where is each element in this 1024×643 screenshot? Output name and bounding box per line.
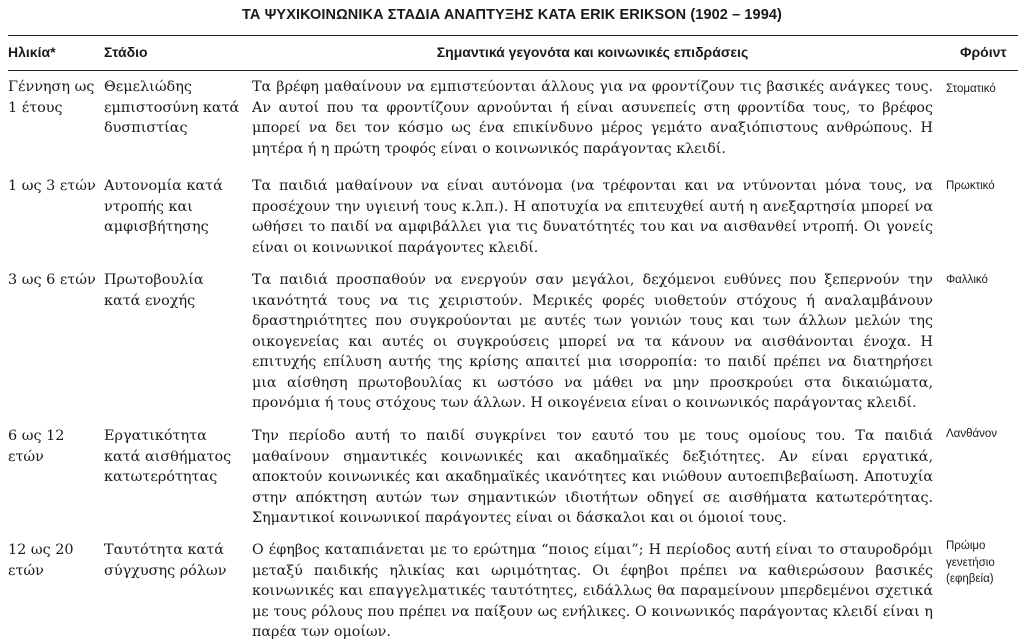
column-header-age: Ηλικία* [8,44,56,60]
age-cell: 3 ως 6 ετών [8,272,96,288]
freud-cell: Στοματικό [946,83,996,95]
stage-cell: Ταυτότητα κατά σύγχυσης ρόλων [104,542,227,579]
events-cell: Ο έφηβος καταπιάνεται με το ερώτημα “ποιος είμαι”; Η περίοδος αυτή είναι το σταυροδρόμι μεταξύ παιδικής ηλικίας και ωριμότητας. Οι έφηβοι πρέπει να καθιερώσουν βασικές κοινωνικές και επαγγελματικές ταυτότητες, ειδάλλως θα παραμείνουν μπερδεμένοι σχετικά με τους ρόλους που πρέπει να παίξουν ως ενήλικες. Ο κοινωνικός παράγοντας κλειδί είναι η παρέα των ομοίων. [252,542,933,640]
page-title: ΤΑ ΨΥΧΙΚΟΙΝΩΝΙΚΑ ΣΤΑΔΙΑ ΑΝΑΠΤΥΞΗΣ ΚΑΤΑ ERIK ERIKSON (1902 – 1994) [242,7,782,23]
freud-cell: Πρωκτικό [946,180,995,192]
age-cell: Γέννηση ως 1 έτους [8,79,95,116]
age-cell: 6 ως 12 ετών [8,428,65,465]
events-cell: Τα βρέφη μαθαίνουν να εμπιστεύονται άλλους για να φροντίζουν τις βασικές ανάγκες τους. Αν αυτοί που τα φροντίζουν αρνούνται ή είναι ασυνεπείς στη φροντίδα τους, το βρέφος μπορεί να δει τον κόσμο ως ένα επικίνδυνο μέρος γεμάτο αναξιόπιστους ανθρώπους. Η μητέρα ή η πρώτη τροφός είναι ο κοινωνικός παράγοντας κλειδί. [252,79,933,157]
events-cell: Τα παιδιά προσπαθούν να ενεργούν σαν μεγάλοι, δεχόμενοι ευθύνες που ξεπερνούν την ικανότητά τους να τις χειριστούν. Μερικές φορές υιοθετούν στόχους ή αναλαμβάνουν δραστηριότητες που συγκρούονται με αυτές των γονιών τους και των άλλων μελών της οικογενείας και αυτές οι συγκρούσεις μπορεί να τα κάνουν να αισθάνονται ένοχα. Η επιτυχής επίλυση αυτής της κρίσης απαιτεί μια ισορροπία: το παιδί πρέπει να διατηρήσει μια αίσθηση πρωτοβουλίας κι ωστόσο να μάθει να μην προσκρούει στα δικαιώματα, προνόμια ή τους στόχους των άλλων. Η οικογένεια είναι ο κοινωνικός παράγοντας κλειδί. [252,272,933,411]
stage-cell: Εργατικότητα κατά αισθήματος κατωτερότητας [104,428,232,486]
column-header-stage: Στάδιο [104,44,148,60]
freud-cell: Πρώιμο γενετήσιο (εφηβεία) [946,540,995,585]
age-cell: 12 ως 20 ετών [8,542,74,579]
freud-cell: Λανθάνον [946,428,998,440]
stage-cell: Πρωτοβουλία κατά ενοχής [104,272,204,309]
header-bottom-rule [8,70,1018,71]
column-header-events: Σημαντικά γεγονότα και κοινωνικές επιδράσεις [436,44,749,60]
header-top-rule [8,35,1018,36]
age-cell: 1 ως 3 ετών [8,178,96,194]
column-header-freud: Φρόιντ [960,44,1007,60]
events-cell: Τα παιδιά μαθαίνουν να είναι αυτόνομα (να τρέφονται και να ντύνονται μόνα τους, να προσέχουν την υγιεινή τους κ.λπ.). Η αποτυχία να επιτευχθεί αυτή η ανεξαρτησία μπορεί να ωθήσει το παιδί να αμφιβάλλει για τις δυνατότητές του και να αισθανθεί ντροπή. Οι γονείς είναι οι κοινωνικοί παράγοντες κλειδί. [252,178,933,256]
stage-cell: Αυτονομία κατά ντροπής και αμφισβήτησης [104,178,223,236]
freud-cell: Φαλλικό [946,274,988,286]
stage-cell: Θεμελιώδης εμπιστοσύνη κατά δυσπιστίας [104,79,240,137]
events-cell: Την περίοδο αυτή το παιδί συγκρίνει τον εαυτό του με τους ομοίους του. Τα παιδιά μαθαίνουν σημαντικές κοινωνικές και ακαδημαϊκές δεξιότητες. Αν είναι εργατικά, αποκτούν κοινωνικές και ακαδημαϊκές ικανότητες και νιώθουν αυτοεπιβεβαίωση. Αποτυχία στην απόκτηση αυτών των σημαντικών ιδιοτήτων οδηγεί σε αισθήματα κατωτερότητας. Σημαντικοί κοινωνικοί παράγοντες είναι οι δάσκαλοι και οι όμοιοί τους. [252,428,933,526]
